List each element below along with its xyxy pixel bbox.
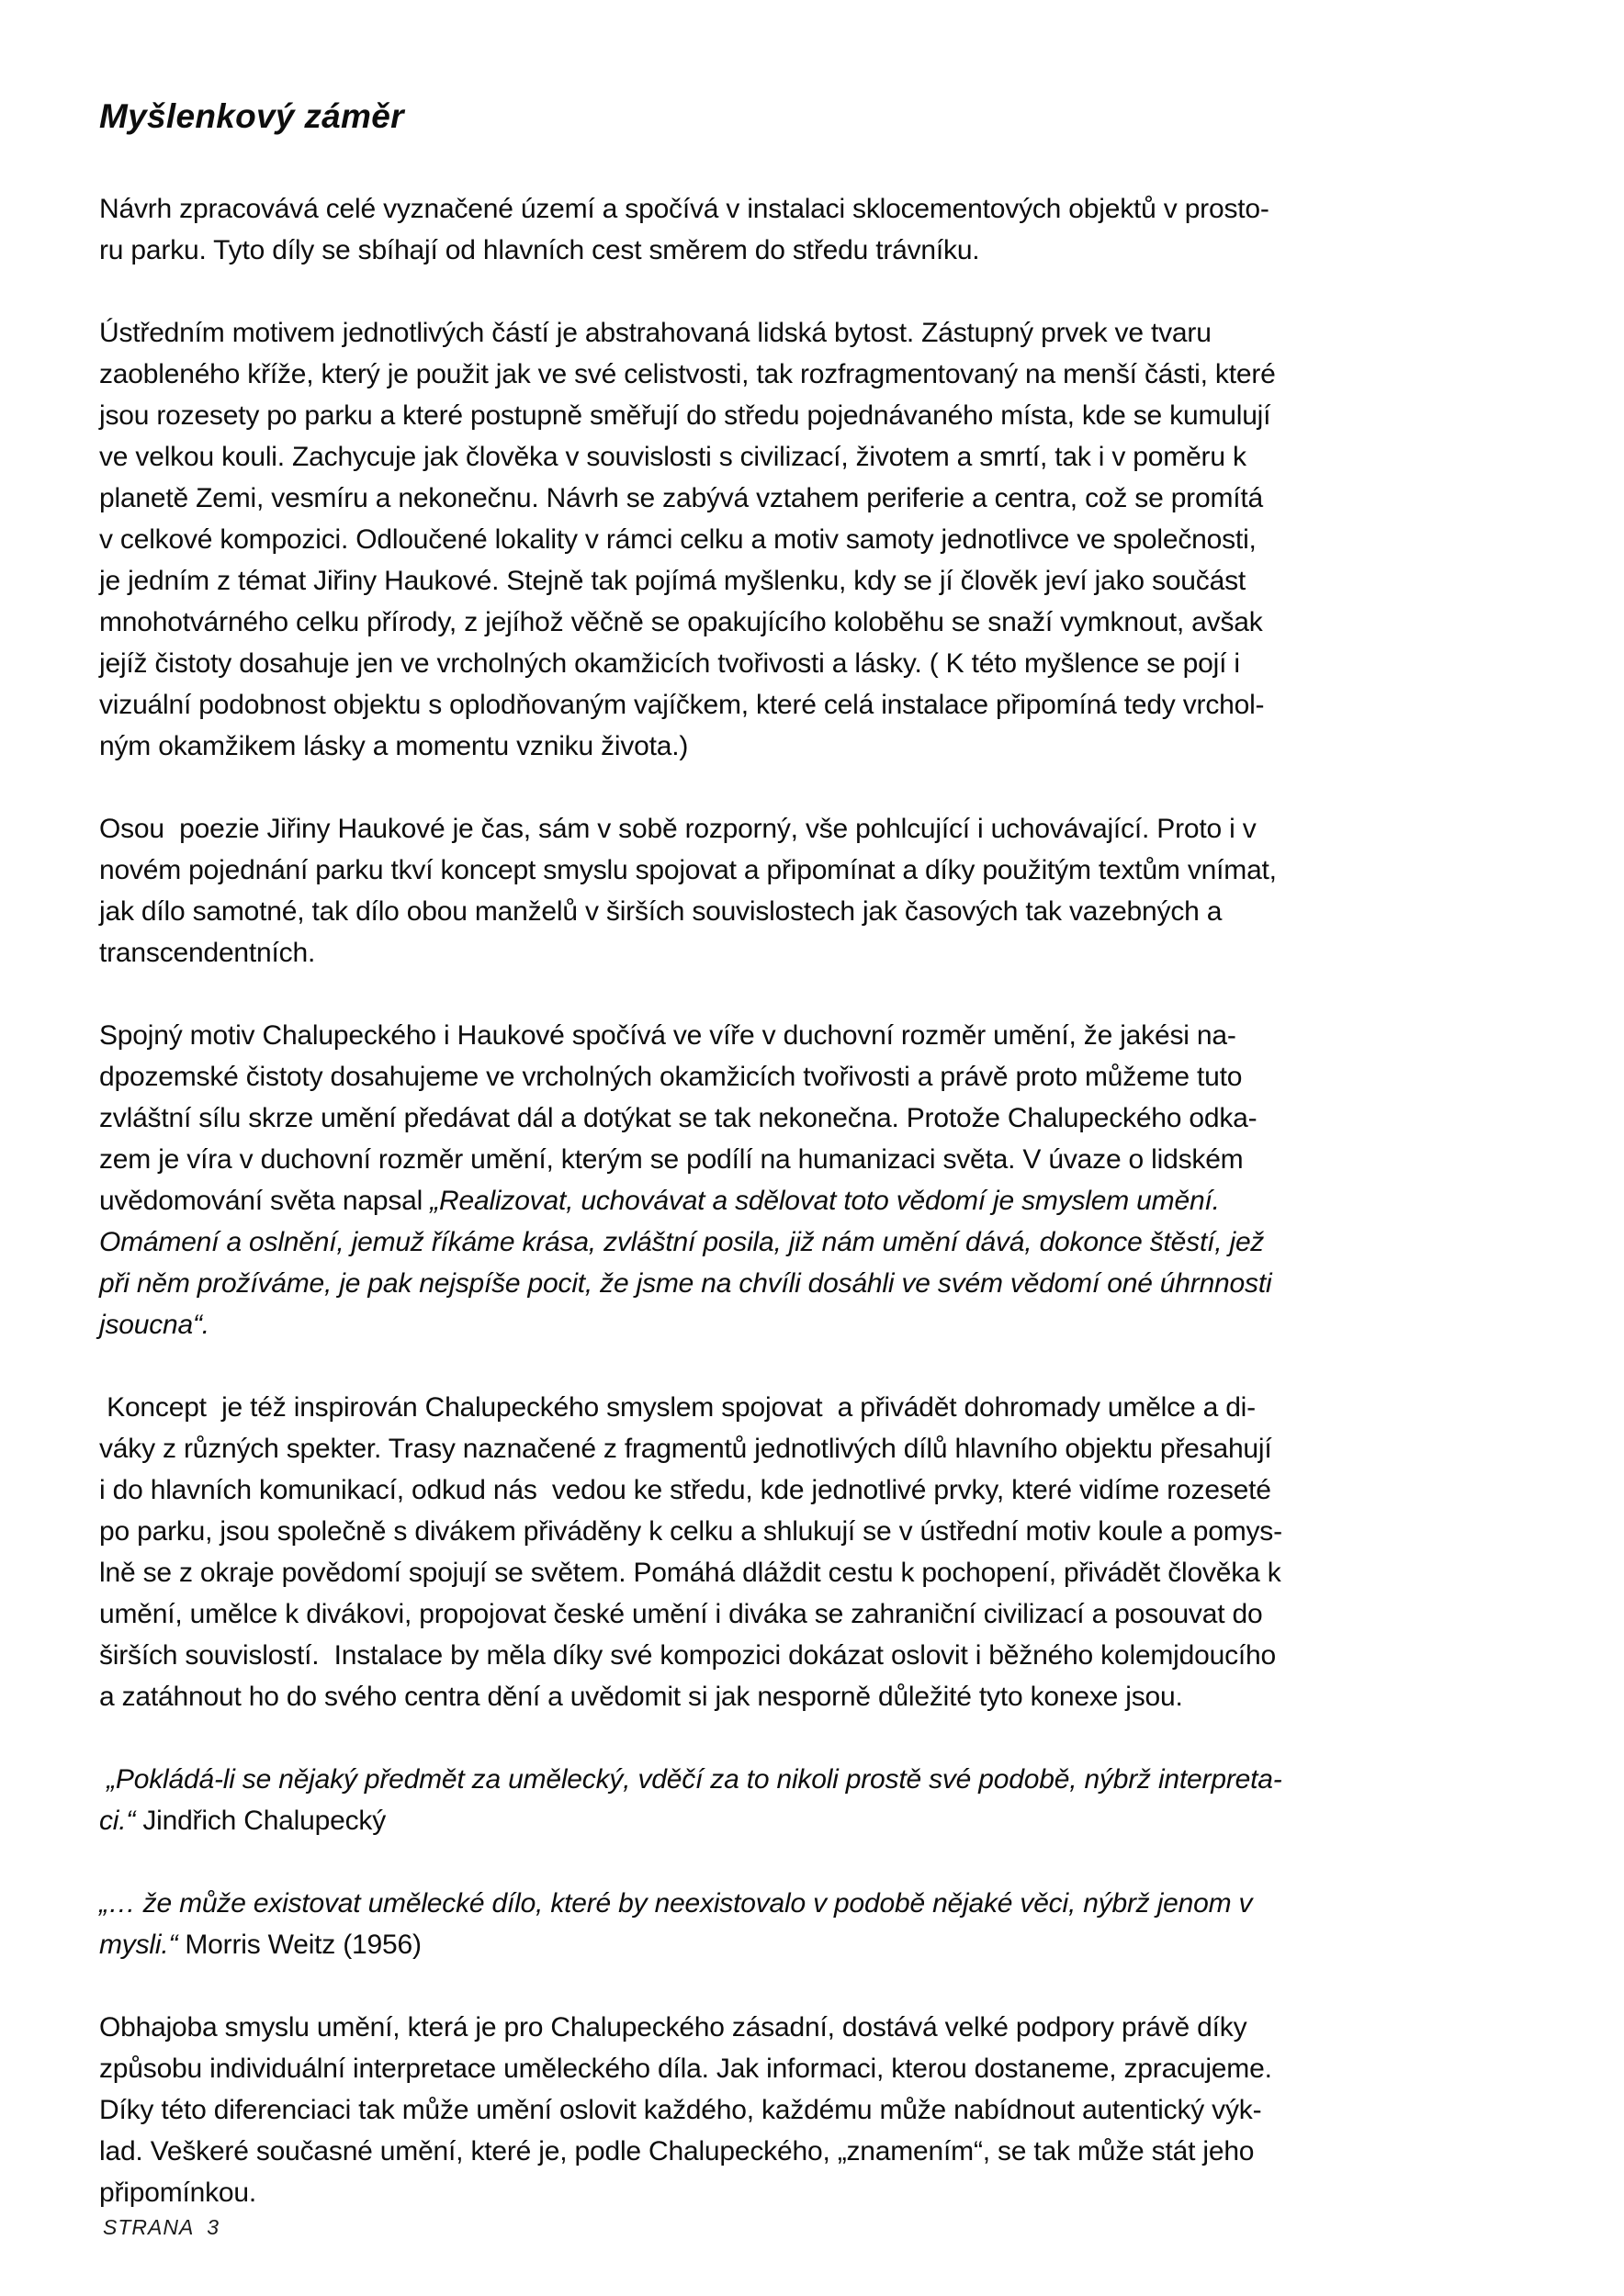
text-line bbox=[99, 2048, 1525, 2089]
italic-text-segment: „Pokládá-li se nějaký předmět za umělecký, vděčí za to nikoli prostě své podobě, nýbrž interpreta- bbox=[99, 1764, 1282, 1795]
text-segment: umění, umělce k divákovi, propojovat české umění i diváka se zahraniční civilizací a posouvat do bbox=[99, 1599, 1263, 1629]
text-line bbox=[99, 891, 1525, 932]
text-segment: Spojný motiv Chalupeckého i Haukové spočívá ve víře v duchovní rozměr umění, že jakési na- bbox=[99, 1020, 1236, 1051]
text-line bbox=[99, 1593, 1525, 1635]
text-segment: planetě Zemi, vesmíru a nekonečnu. Návrh se zabývá vztahem periferie a centra, což se promítá bbox=[99, 483, 1264, 513]
paragraph bbox=[99, 1015, 1525, 1345]
text-segment: způsobu individuální interpretace uměleckého díla. Jak informaci, kterou dostaneme, zpracujeme. bbox=[99, 2054, 1272, 2084]
italic-text-segment: „… že může existovat umělecké dílo, které by neexistovalo v podobě nějaké věci, nýbrž jenom v bbox=[99, 1888, 1253, 1919]
paragraph bbox=[99, 1387, 1525, 1717]
text-line bbox=[99, 1800, 1525, 1841]
text-segment: transcendentních. bbox=[99, 938, 316, 968]
text-line bbox=[99, 1759, 1525, 1800]
text-segment: mnohotvárného celku přírody, z jejíhož věčně se opakujícího koloběhu se snaží vymknout, avšak bbox=[99, 607, 1263, 637]
text-line bbox=[99, 726, 1525, 767]
paragraph bbox=[99, 312, 1525, 767]
text-line bbox=[99, 519, 1525, 560]
text-line bbox=[99, 1015, 1525, 1056]
text-segment: Díky této diferenciaci tak může umění oslovit každého, každému může nabídnout autentický výk- bbox=[99, 2095, 1262, 2125]
text-segment: dpozemské čistoty dosahujeme ve vrcholných okamžicích tvořivosti a právě proto můžeme tuto bbox=[99, 1062, 1243, 1092]
text-segment: lně se z okraje povědomí spojují se světem. Pomáhá dláždit cestu k pochopení, přivádět člověka k bbox=[99, 1558, 1281, 1588]
text-segment: Návrh zpracovává celé vyznačené území a spočívá v instalaci sklocementových objektů v prosto- bbox=[99, 194, 1269, 224]
text-line bbox=[99, 2172, 1525, 2213]
text-line bbox=[99, 2089, 1525, 2131]
text-line bbox=[99, 1635, 1525, 1676]
text-line bbox=[99, 808, 1525, 850]
text-segment: připomínkou. bbox=[99, 2178, 257, 2208]
text-segment: a zatáhnout ho do svého centra dění a uvědomit si jak nesporně důležité tyto konexe jsou. bbox=[99, 1682, 1183, 1712]
text-line bbox=[99, 395, 1525, 436]
page-footer: STRANA 3 bbox=[103, 2215, 220, 2239]
text-segment: Morris Weitz (1956) bbox=[185, 1930, 422, 1960]
paragraph bbox=[99, 188, 1525, 271]
text-segment: Osou poezie Jiřiny Haukové je čas, sám v sobě rozporný, vše pohlcující i uchovávající. Proto i v bbox=[99, 814, 1257, 844]
italic-text-segment: mysli.“ bbox=[99, 1930, 186, 1960]
text-segment: jak dílo samotné, tak dílo obou manželů v širších souvislostech jak časových tak vazebných a bbox=[99, 896, 1223, 927]
italic-text-segment: při něm prožíváme, je pak nejspíše pocit, že jsme na chvíli dosáhli ve svém vědomí oné úhrnnosti bbox=[99, 1268, 1272, 1299]
text-line bbox=[99, 602, 1525, 643]
text-line bbox=[99, 436, 1525, 478]
text-segment: vizuální podobnost objektu s oplodňovaným vajíčkem, které celá instalace připomíná tedy vrchol- bbox=[99, 690, 1265, 720]
text-line bbox=[99, 850, 1525, 891]
text-line bbox=[99, 2131, 1525, 2172]
text-segment: novém pojednání parku tkví koncept smyslu spojovat a připomínat a díky použitým textům vnímat, bbox=[99, 855, 1277, 885]
text-line bbox=[99, 2007, 1525, 2048]
text-line bbox=[99, 643, 1525, 684]
paragraph bbox=[99, 1883, 1525, 1965]
text-segment: je jedním z témat Jiřiny Haukové. Stejně tak pojímá myšlenku, kdy se jí člověk jeví jako součást bbox=[99, 566, 1246, 596]
text-line bbox=[99, 1924, 1525, 1965]
text-line bbox=[99, 1428, 1525, 1469]
paragraph bbox=[99, 1759, 1525, 1841]
text-line bbox=[99, 1511, 1525, 1552]
text-segment: jejíž čistoty dosahuje jen ve vrcholných okamžicích tvořivosti a lásky. ( K této myšlence se pojí i bbox=[99, 648, 1240, 679]
text-line bbox=[99, 684, 1525, 726]
text-line bbox=[99, 1180, 1525, 1221]
text-line bbox=[99, 1304, 1525, 1345]
text-line bbox=[99, 1097, 1525, 1139]
text-segment: Ústředním motivem jednotlivých částí je abstrahovaná lidská bytost. Zástupný prvek ve tvaru bbox=[99, 318, 1212, 348]
text-segment: lad. Veškeré současné umění, které je, podle Chalupeckého, „znamením“, se tak může stát jeho bbox=[99, 2136, 1255, 2167]
text-segment: jsou rozesety po parku a které postupně směřují do středu pojednávaného místa, kde se kumulují bbox=[99, 400, 1271, 431]
text-line bbox=[99, 560, 1525, 602]
text-segment: ným okamžikem lásky a momentu vzniku života.) bbox=[99, 731, 689, 761]
text-line bbox=[99, 312, 1525, 354]
text-segment: v celkové kompozici. Odloučené lokality v rámci celku a motiv samoty jednotlivce ve společnosti, bbox=[99, 524, 1257, 555]
text-segment: zem je víra v duchovní rozměr umění, kterým se podílí na humanizaci světa. V úvaze o lidském bbox=[99, 1144, 1244, 1175]
document-body bbox=[99, 188, 1525, 2213]
text-line bbox=[99, 1221, 1525, 1263]
text-segment: ru parku. Tyto díly se sbíhají od hlavních cest směrem do středu trávníku. bbox=[99, 235, 980, 265]
text-segment: Obhajoba smyslu umění, která je pro Chalupeckého zásadní, dostává velké podpory právě díky bbox=[99, 2012, 1247, 2043]
text-line bbox=[99, 1883, 1525, 1924]
text-line bbox=[99, 1676, 1525, 1717]
text-segment: zvláštní sílu skrze umění předávat dál a dotýkat se tak nekonečna. Protože Chalupeckého odka- bbox=[99, 1103, 1257, 1133]
text-segment: po parku, jsou společně s divákem přiváděny k celku a shlukují se v ústřední motiv koule a pomys- bbox=[99, 1516, 1282, 1547]
text-line bbox=[99, 1056, 1525, 1097]
italic-text-segment: jsoucna“. bbox=[99, 1310, 209, 1340]
text-segment: váky z různých spekter. Trasy naznačené z fragmentů jednotlivých dílů hlavního objektu přesahují bbox=[99, 1434, 1272, 1464]
text-line bbox=[99, 354, 1525, 395]
paragraph bbox=[99, 2007, 1525, 2213]
text-segment: uvědomování světa napsal bbox=[99, 1186, 431, 1216]
paragraph bbox=[99, 808, 1525, 974]
text-line bbox=[99, 1387, 1525, 1428]
page-title: Myšlenkový záměr bbox=[99, 97, 404, 135]
text-segment: i do hlavních komunikací, odkud nás vedou ke středu, kde jednotlivé prvky, které vidíme rozeseté bbox=[99, 1475, 1271, 1505]
text-segment: Jindřich Chalupecký bbox=[142, 1806, 386, 1836]
text-line bbox=[99, 932, 1525, 974]
text-line bbox=[99, 1469, 1525, 1511]
text-segment: Koncept je též inspirován Chalupeckého smyslem spojovat a přivádět dohromady umělce a di- bbox=[99, 1392, 1256, 1423]
text-segment: zaobleného kříže, který je použit jak ve své celistvosti, tak rozfragmentovaný na menší části, které bbox=[99, 359, 1276, 389]
italic-text-segment: Omámení a oslnění, jemuž říkáme krása, zvláštní posila, již nám umění dává, dokonce štěstí, jež bbox=[99, 1227, 1265, 1257]
text-line bbox=[99, 1139, 1525, 1180]
text-line bbox=[99, 1552, 1525, 1593]
text-line bbox=[99, 188, 1525, 230]
text-segment: širších souvislostí. Instalace by měla díky své kompozici dokázat oslovit i běžného kolemjdoucího bbox=[99, 1640, 1277, 1671]
text-line bbox=[99, 478, 1525, 519]
text-line bbox=[99, 1263, 1525, 1304]
italic-text-segment: „Realizovat, uchovávat a sdělovat toto vědomí je smyslem umění. bbox=[430, 1186, 1220, 1216]
text-line bbox=[99, 230, 1525, 271]
text-segment: ve velkou kouli. Zachycuje jak člověka v souvislosti s civilizací, životem a smrtí, tak i v poměru k bbox=[99, 442, 1246, 472]
italic-text-segment: ci.“ bbox=[99, 1806, 143, 1836]
